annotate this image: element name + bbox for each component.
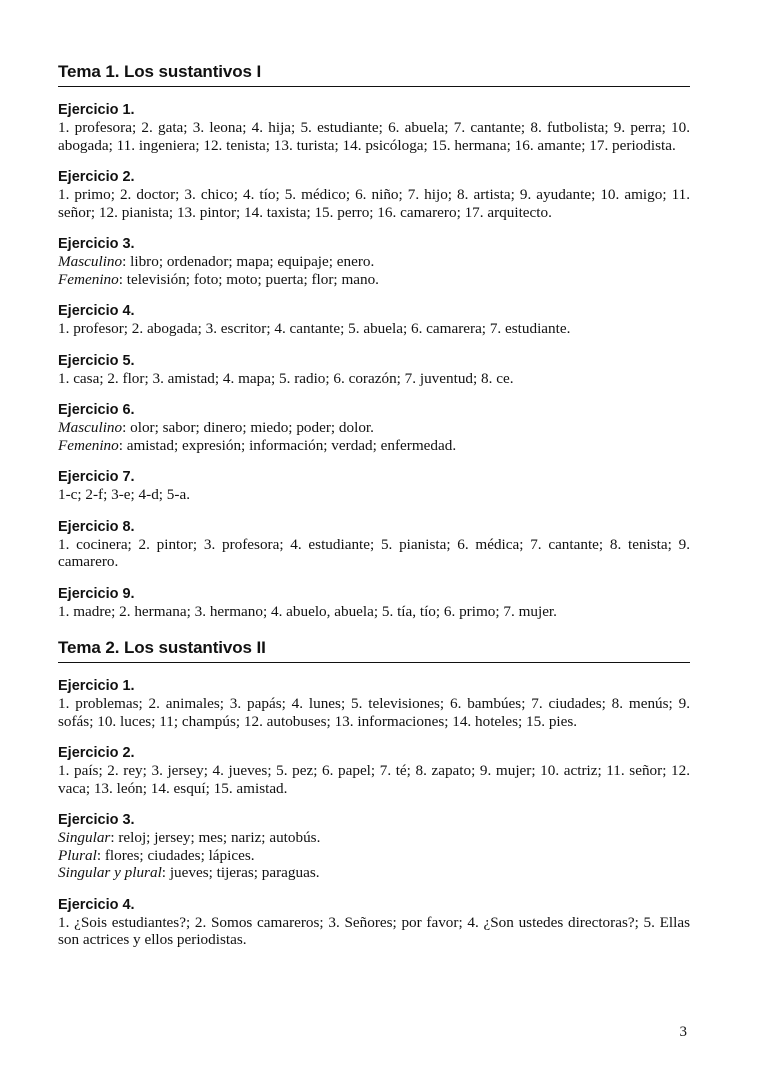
ejercicio-answers: 1. ¿Sois estudiantes?; 2. Somos camareros; 3. Señores; por favor; 4. ¿Son ustedes directoras?; 5. Ellas son actrices y ellos periodistas. [58, 913, 690, 948]
answer-line [58, 847, 690, 865]
ejercicio-answers [58, 829, 690, 882]
answer-line [58, 419, 690, 437]
ejercicio-answers: 1. profesor; 2. abogada; 3. escritor; 4. cantante; 5. abuela; 6. camarera; 7. estudiante. [58, 320, 571, 337]
answer-line [58, 271, 690, 289]
ejercicio-block [58, 897, 690, 949]
ejercicio-block [58, 169, 690, 221]
ejercicio-block [58, 469, 690, 504]
ejercicio-answers [58, 253, 690, 288]
ejercicio-block [58, 102, 690, 154]
ejercicio-title: Ejercicio 5. [58, 352, 135, 369]
ejercicio-block [58, 586, 690, 621]
ejercicio-title: Ejercicio 8. [58, 518, 135, 535]
tema-2-section [58, 638, 690, 949]
ejercicio-answers: 1. primo; 2. doctor; 3. chico; 4. tío; 5. médico; 6. niño; 7. hijo; 8. artista; 9. ayudante; 10. amigo; 11. señor; 12. pianista; 13. pintor; 14. taxista; 15. perro; 16. camarero; 17. arquitecto. [58, 186, 690, 221]
category-label: Singular [58, 829, 111, 846]
ejercicio-title: Ejercicio 3. [58, 236, 135, 252]
ejercicio-block [58, 236, 690, 288]
ejercicio-title: Ejercicio 4. [58, 896, 135, 913]
ejercicio-block [58, 303, 690, 338]
category-label: Femenino [58, 270, 119, 288]
ejercicio-title: Ejercicio 1. [58, 678, 135, 694]
ejercicio-block [58, 812, 690, 882]
answer-line [58, 253, 690, 271]
answer-text: : flores; ciudades; lápices. [96, 846, 255, 864]
ejercicio-answers: 1. casa; 2. flor; 3. amistad; 4. mapa; 5. radio; 6. corazón; 7. juventud; 8. ce. [58, 369, 514, 387]
ejercicio-title: Ejercicio 2. [58, 745, 135, 761]
ejercicio-title: Ejercicio 9. [58, 585, 135, 602]
ejercicio-block [58, 678, 690, 730]
answer-text: : libro; ordenador; mapa; equipaje; enero. [122, 253, 375, 270]
answer-text: : olor; sabor; dinero; miedo; poder; dolor. [122, 419, 374, 436]
ejercicio-answers: 1-c; 2-f; 3-e; 4-d; 5-a. [58, 486, 190, 503]
ejercicio-title: Ejercicio 1. [58, 102, 135, 118]
answer-key-page [58, 62, 690, 949]
ejercicio-answers: 1. país; 2. rey; 3. jersey; 4. jueves; 5. pez; 6. papel; 7. té; 8. zapato; 9. mujer; 10. actriz; 11. señor; 12. vaca; 13. león; 14. esquí; 15. amistad. [58, 762, 690, 797]
ejercicio-title: Ejercicio 3. [58, 812, 135, 828]
ejercicio-title: Ejercicio 4. [58, 303, 135, 319]
ejercicio-answers: 1. cocinera; 2. pintor; 3. profesora; 4. estudiante; 5. pianista; 6. médica; 7. cantante; 8. tenista; 9. camarero. [58, 535, 690, 570]
ejercicio-answers: 1. profesora; 2. gata; 3. leona; 4. hija; 5. estudiante; 6. abuela; 7. cantante; 8. futbolista; 9. perra; 10. abogada; 11. ingeniera; 12. tenista; 13. turista; 14. psicóloga; 15. hermana; 16. amante; 17. periodista. [58, 119, 690, 154]
ejercicio-answers: 1. madre; 2. hermana; 3. hermano; 4. abuelo, abuela; 5. tía, tío; 6. primo; 7. mujer. [58, 602, 557, 620]
answer-text: : jueves; tijeras; paraguas. [161, 864, 320, 881]
category-label: Femenino [58, 436, 119, 454]
ejercicio-answers: 1. problemas; 2. animales; 3. papás; 4. lunes; 5. televisiones; 6. bambúes; 7. ciudades; 8. menús; 9. sofás; 10. luces; 11; champús; 12. autobuses; 13. informaciones; 14. hoteles; 15. pies. [58, 695, 690, 730]
ejercicio-answers [58, 419, 690, 454]
category-label: Masculino [58, 419, 123, 436]
tema-heading: Tema 2. Los sustantivos II [58, 638, 690, 663]
answer-text: : televisión; foto; moto; puerta; flor; mano. [118, 270, 379, 288]
category-label: Masculino [58, 253, 123, 270]
tema-heading: Tema 1. Los sustantivos I [58, 62, 690, 87]
ejercicio-block [58, 519, 690, 571]
answer-line [58, 437, 690, 455]
answer-line [58, 829, 690, 847]
answer-text: : amistad; expresión; información; verdad; enfermedad. [118, 436, 457, 454]
answer-line [58, 864, 690, 882]
tema-1-section [58, 62, 690, 620]
page-number: 3 [679, 1024, 687, 1040]
category-label: Plural [58, 846, 97, 864]
category-label: Singular y plural [58, 864, 162, 881]
ejercicio-block [58, 745, 690, 797]
ejercicio-title: Ejercicio 7. [58, 469, 135, 485]
ejercicio-block [58, 402, 690, 454]
ejercicio-title: Ejercicio 6. [58, 402, 135, 418]
answer-text: : reloj; jersey; mes; nariz; autobús. [110, 829, 321, 846]
ejercicio-block [58, 353, 690, 388]
ejercicio-title: Ejercicio 2. [58, 169, 135, 185]
